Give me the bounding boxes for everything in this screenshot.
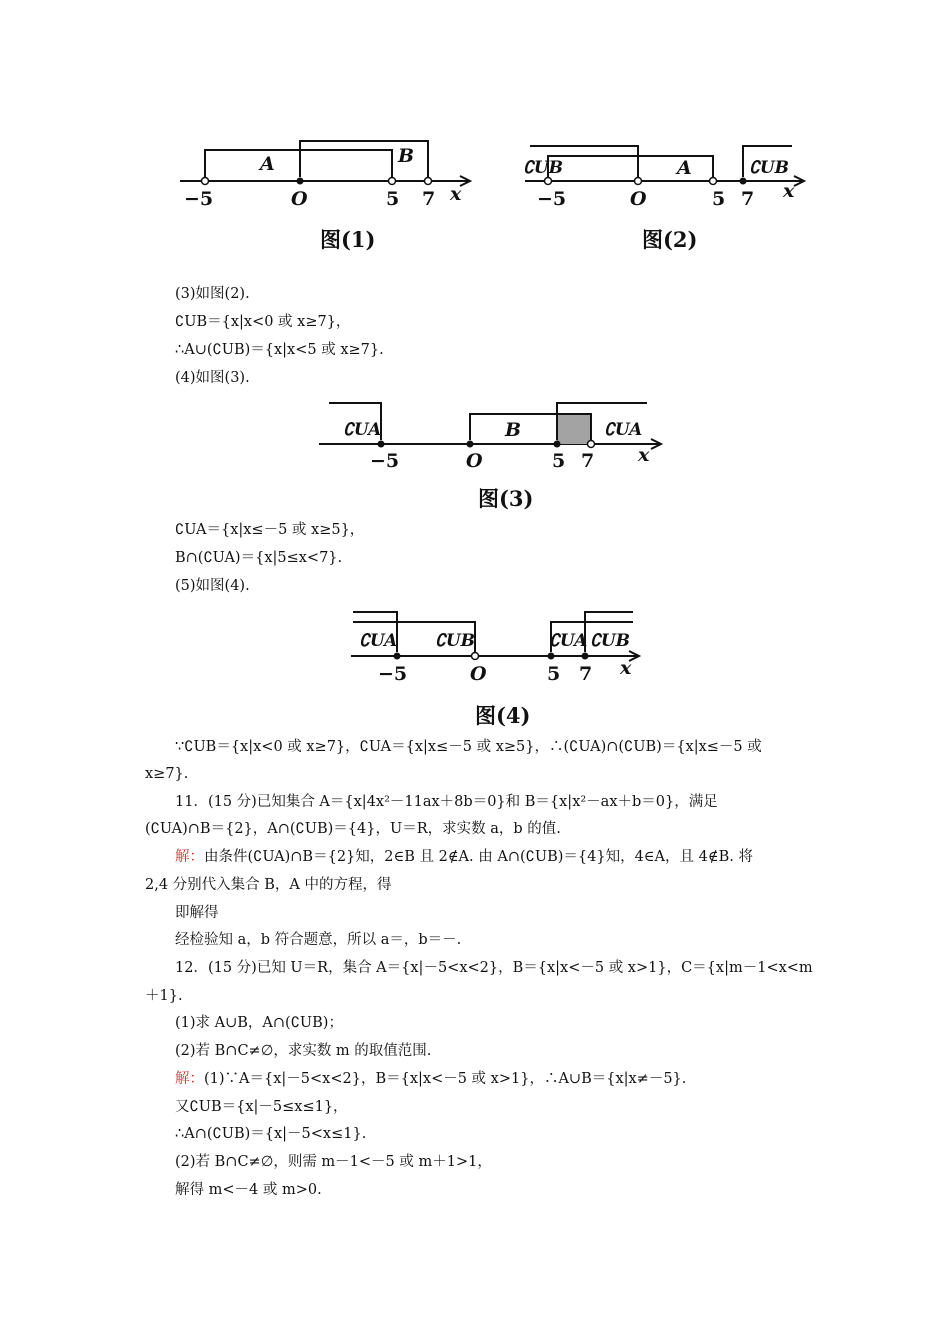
- label-complement-b: ∁UB: [435, 631, 476, 651]
- tick-label: −5: [370, 450, 400, 472]
- figure-2-number-line: [515, 130, 815, 220]
- tick-label: O: [630, 188, 647, 210]
- figure-1-caption: 图(1): [320, 227, 376, 252]
- label-complement-a: ∁UA: [343, 420, 382, 440]
- label-complement-a: ∁UA: [604, 420, 643, 440]
- tick-label: 5: [547, 663, 561, 685]
- text-line: (3)如图(2).: [175, 286, 250, 302]
- text-span: (1)∵A＝{x|－5<x<2}，B＝{x|x<－5 或 x>1}，∴A∪B＝{x|x≠－5}.: [204, 1071, 687, 1087]
- closed-point: [554, 441, 561, 448]
- open-point: [425, 178, 432, 185]
- text-span: 由条件(∁UA)∩B＝{2}知，2∈B 且 2∉A. 由 A∩(∁UB)＝{4}知，4∈A，且 4∉B. 将: [204, 849, 753, 865]
- axis-label-x: x: [620, 657, 632, 679]
- text-line: 即解得: [175, 905, 219, 921]
- tick-label: −5: [184, 188, 214, 210]
- set-a-bracket: [205, 150, 392, 177]
- label-a: A: [677, 157, 692, 179]
- open-point: [472, 653, 479, 660]
- closed-point: [378, 441, 385, 448]
- text-line: ＋1}.: [145, 988, 183, 1004]
- text-line: (2)若 B∩C≠∅，则需 m－1<－5 或 m＋1>1，: [175, 1154, 492, 1170]
- figure-2-caption: 图(2): [642, 227, 698, 252]
- tick-label: 7: [422, 188, 436, 210]
- tick-label: O: [470, 663, 487, 685]
- label-a: A: [260, 153, 275, 175]
- label-complement-b: ∁UB: [523, 158, 564, 178]
- text-line: ∁UB＝{x|x<0 或 x≥7}，: [175, 314, 351, 330]
- figure-4-caption: 图(4): [475, 703, 531, 728]
- text-line: (∁UA)∩B＝{2}，A∩(∁UB)＝{4}，U＝R，求实数 a，b 的值.: [145, 821, 561, 837]
- tick-label: 5: [552, 450, 566, 472]
- solution-line: [175, 847, 753, 867]
- solution-label: 解：: [175, 1071, 204, 1087]
- text-line: x≥7}.: [145, 766, 189, 782]
- tick-label: 7: [741, 188, 755, 210]
- open-point: [545, 178, 552, 185]
- text-line: ∴A∩(∁UB)＝{x|－5<x≤1}.: [175, 1126, 367, 1142]
- tick-label: O: [291, 188, 308, 210]
- text-line: B∩(∁UA)＝{x|5≤x<7}.: [175, 550, 343, 566]
- tick-label: 5: [712, 188, 726, 210]
- text-line: (5)如图(4).: [175, 578, 250, 594]
- figure-3-caption: 图(3): [478, 486, 534, 511]
- axis-label-x: x: [638, 444, 650, 466]
- text-line: 解得 m<－4 或 m>0.: [175, 1182, 322, 1198]
- closed-point: [394, 653, 401, 660]
- tick-label: 5: [386, 188, 400, 210]
- closed-point: [582, 653, 589, 660]
- text-line: ∵∁UB＝{x|x<0 或 x≥7}，∁UA＝{x|x≤－5 或 x≥5}，∴(∁UA)∩(∁UB)＝{x|x≤－5 或: [175, 739, 762, 755]
- closed-point: [467, 441, 474, 448]
- label-complement-b: ∁UB: [590, 631, 631, 651]
- text-line: 2,4 分别代入集合 B，A 中的方程，得: [145, 877, 392, 893]
- text-line: 12．(15 分)已知 U＝R，集合 A＝{x|－5<x<2}，B＝{x|x<－5 或 x>1}，C＝{x|m－1<x<m: [175, 960, 813, 976]
- closed-point: [740, 178, 747, 185]
- figure-4-number-line: [345, 602, 655, 692]
- label-complement-a: ∁UA: [359, 631, 398, 651]
- label-b: B: [398, 145, 415, 167]
- open-point: [202, 178, 209, 185]
- axis-label-x: x: [450, 183, 462, 205]
- text-line: 经检验知 a，b 符合题意，所以 a＝，b＝－.: [175, 932, 462, 948]
- label-complement-b: ∁UB: [749, 158, 790, 178]
- text-line: (2)若 B∩C≠∅，求实数 m 的取值范围.: [175, 1043, 432, 1059]
- open-point: [635, 178, 642, 185]
- label-b: B: [505, 419, 522, 441]
- closed-point: [548, 653, 555, 660]
- figure-1-number-line: [170, 130, 480, 220]
- tick-label: −5: [378, 663, 408, 685]
- open-point: [588, 441, 595, 448]
- figure-3-number-line: [315, 395, 675, 475]
- closed-point: [297, 178, 304, 185]
- tick-label: 7: [581, 450, 595, 472]
- text-line: 又∁UB＝{x|－5≤x≤1}，: [175, 1099, 348, 1115]
- solution-line: [175, 1069, 686, 1089]
- text-line: (4)如图(3).: [175, 370, 250, 386]
- label-complement-a: ∁UA: [549, 631, 588, 651]
- shaded-intersection: [557, 414, 591, 444]
- solution-label: 解：: [175, 849, 204, 865]
- text-line: 11．(15 分)已知集合 A＝{x|4x²－11ax＋8b＝0}和 B＝{x|x²－ax＋b＝0}，满足: [175, 794, 718, 810]
- tick-label: O: [466, 450, 483, 472]
- text-line: ∁UA＝{x|x≤－5 或 x≥5}，: [175, 522, 365, 538]
- open-point: [389, 178, 396, 185]
- text-line: ∴A∪(∁UB)＝{x|x<5 或 x≥7}.: [175, 342, 384, 358]
- axis-label-x: x: [783, 180, 795, 202]
- text-line: (1)求 A∪B，A∩(∁UB)；: [175, 1015, 343, 1031]
- open-point: [710, 178, 717, 185]
- tick-label: −5: [537, 188, 567, 210]
- tick-label: 7: [579, 663, 593, 685]
